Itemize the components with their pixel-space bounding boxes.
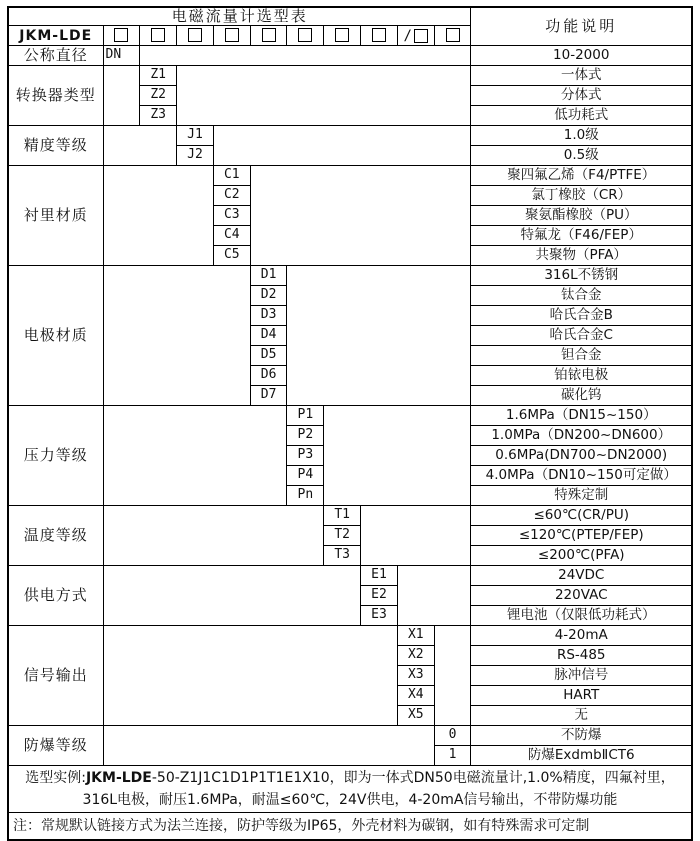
- code-cell: C1: [213, 166, 250, 186]
- code-cell: C2: [213, 186, 250, 206]
- checkbox-cell-d[interactable]: [250, 26, 287, 46]
- function-cell: 分体式: [471, 86, 692, 106]
- example-prefix: 选型实例:: [25, 769, 86, 786]
- code-cell: D3: [250, 306, 287, 326]
- category-power-supply: 供电方式: [8, 566, 103, 626]
- function-cell: 脉冲信号: [471, 666, 692, 686]
- function-cell: 不防爆: [471, 726, 692, 746]
- category-signal-output: 信号输出: [8, 626, 103, 726]
- code-cell: C4: [213, 226, 250, 246]
- function-cell: 0.6MPa(DN700~DN2000): [471, 446, 692, 466]
- example-text-line1: -50-Z1J1C1D1P1T1E1X10，即为一体式DN50电磁流量计,1.0%精度，四氟衬里，: [151, 769, 675, 786]
- checkbox-icon: [151, 28, 165, 42]
- model-prefix: JKM-LDE: [8, 26, 103, 46]
- empty-cell: [397, 566, 471, 626]
- empty-cell: [434, 626, 471, 726]
- code-cell: Z3: [140, 106, 177, 126]
- code-cell: C5: [213, 246, 250, 266]
- code-cell: Z1: [140, 66, 177, 86]
- function-cell: 碳化钨: [471, 386, 692, 406]
- function-cell: 10-2000: [471, 46, 692, 66]
- code-cell: Pn: [287, 486, 324, 506]
- function-cell: 钽合金: [471, 346, 692, 366]
- code-cell: P2: [287, 426, 324, 446]
- function-cell: 316L不锈钢: [471, 266, 692, 286]
- code-cell: DN: [103, 46, 140, 66]
- function-cell: 哈氏合金B: [471, 306, 692, 326]
- code-cell: D7: [250, 386, 287, 406]
- empty-cell: [103, 126, 177, 166]
- checkbox-cell-c[interactable]: [213, 26, 250, 46]
- category-accuracy: 精度等级: [8, 126, 103, 166]
- function-column-header: 功能说明: [471, 7, 692, 46]
- code-cell: T1: [324, 506, 361, 526]
- code-cell: D5: [250, 346, 287, 366]
- code-cell: J2: [177, 146, 214, 166]
- empty-cell: [103, 266, 250, 406]
- checkbox-cell-j[interactable]: [177, 26, 214, 46]
- function-cell: ≤60℃(CR/PU): [471, 506, 692, 526]
- checkbox-icon: [298, 28, 312, 42]
- function-cell: 哈氏合金C: [471, 326, 692, 346]
- function-cell: 共聚物（PFA）: [471, 246, 692, 266]
- code-cell: X2: [397, 646, 434, 666]
- code-cell: X1: [397, 626, 434, 646]
- empty-cell: [103, 66, 140, 126]
- checkbox-icon: [414, 29, 428, 43]
- code-cell: X4: [397, 686, 434, 706]
- function-cell: 聚四氟乙烯（F4/PTFE）: [471, 166, 692, 186]
- function-cell: 1.0级: [471, 126, 692, 146]
- checkbox-cell-fb[interactable]: [434, 26, 471, 46]
- category-diameter: 公称直径: [8, 46, 103, 66]
- empty-cell: [213, 126, 471, 166]
- function-cell: 锂电池（仅限低功耗式）: [471, 606, 692, 626]
- category-explosion-proof: 防爆等级: [8, 726, 103, 766]
- empty-cell: [103, 506, 324, 566]
- document-page: [0, 6, 700, 835]
- function-cell: 无: [471, 706, 692, 726]
- empty-cell: [103, 566, 361, 626]
- checkbox-cell-x[interactable]: [397, 26, 434, 46]
- code-cell: P3: [287, 446, 324, 466]
- function-cell: 钛合金: [471, 286, 692, 306]
- code-cell: E3: [361, 606, 398, 626]
- checkbox-icon: [446, 28, 460, 42]
- code-cell: D6: [250, 366, 287, 386]
- function-cell: ≤120℃(PTEP/FEP): [471, 526, 692, 546]
- code-cell: X3: [397, 666, 434, 686]
- code-cell: X5: [397, 706, 434, 726]
- checkbox-cell-z[interactable]: [140, 26, 177, 46]
- example-text-line2: 316L电极，耐压1.6MPa，耐温≤60℃，24V供电，4-20mA信号输出，不带防爆功能: [82, 792, 618, 809]
- function-cell: RS-485: [471, 646, 692, 666]
- empty-cell: [250, 166, 471, 266]
- empty-cell: [177, 66, 471, 126]
- code-cell: Z2: [140, 86, 177, 106]
- function-cell: 特氟龙（F46/FEP）: [471, 226, 692, 246]
- function-cell: 特殊定制: [471, 486, 692, 506]
- code-cell: C3: [213, 206, 250, 226]
- category-electrode-material: 电极材质: [8, 266, 103, 406]
- code-cell: 1: [434, 746, 471, 766]
- code-cell: E1: [361, 566, 398, 586]
- function-cell: 铂铱电极: [471, 366, 692, 386]
- checkbox-icon: [335, 28, 349, 42]
- slash-separator: /: [403, 27, 412, 44]
- category-lining-material: 衬里材质: [8, 166, 103, 266]
- selection-example: [8, 766, 692, 813]
- code-cell: D4: [250, 326, 287, 346]
- empty-cell: [103, 626, 397, 726]
- function-cell: 24VDC: [471, 566, 692, 586]
- checkbox-icon: [188, 28, 202, 42]
- empty-cell: [103, 726, 434, 766]
- function-cell: 220VAC: [471, 586, 692, 606]
- checkbox-icon: [262, 28, 276, 42]
- function-cell: HART: [471, 686, 692, 706]
- code-cell: P4: [287, 466, 324, 486]
- example-model-code: JKM-LDE: [85, 769, 152, 786]
- empty-cell: [361, 506, 471, 566]
- function-cell: 0.5级: [471, 146, 692, 166]
- code-cell: E2: [361, 586, 398, 606]
- category-temperature-rating: 温度等级: [8, 506, 103, 566]
- code-cell: D1: [250, 266, 287, 286]
- code-cell: T3: [324, 546, 361, 566]
- checkbox-cell-p[interactable]: [287, 26, 324, 46]
- note-row: 注：常规默认链接方式为法兰连接，防护等级为IP65，外壳材料为碳钢，如有特殊需求可定制: [8, 813, 692, 841]
- checkbox-icon: [372, 28, 386, 42]
- checkbox-cell-t[interactable]: [324, 26, 361, 46]
- function-cell: 一体式: [471, 66, 692, 86]
- empty-cell: [103, 406, 287, 506]
- function-cell: 4.0MPa（DN10~150可定做）: [471, 466, 692, 486]
- empty-cell: [103, 166, 213, 266]
- code-cell: J1: [177, 126, 214, 146]
- checkbox-icon: [114, 28, 128, 42]
- checkbox-icon: [225, 28, 239, 42]
- code-cell: P1: [287, 406, 324, 426]
- code-cell: D2: [250, 286, 287, 306]
- category-converter-type: 转换器类型: [8, 66, 103, 126]
- category-pressure-rating: 压力等级: [8, 406, 103, 506]
- function-cell: ≤200℃(PFA): [471, 546, 692, 566]
- table-title: 电磁流量计选型表: [8, 7, 471, 26]
- function-cell: 4-20mA: [471, 626, 692, 646]
- empty-cell: [287, 266, 471, 406]
- function-cell: 氯丁橡胶（CR）: [471, 186, 692, 206]
- code-cell: 0: [434, 726, 471, 746]
- function-cell: 防爆ExdmbⅡCT6: [471, 746, 692, 766]
- function-cell: 1.6MPa（DN15~150）: [471, 406, 692, 426]
- function-cell: 低功耗式: [471, 106, 692, 126]
- checkbox-cell-dn[interactable]: [103, 26, 140, 46]
- empty-cell: [140, 46, 471, 66]
- empty-cell: [324, 406, 471, 506]
- code-cell: T2: [324, 526, 361, 546]
- selection-table: [7, 6, 693, 841]
- function-cell: 聚氨酯橡胶（PU）: [471, 206, 692, 226]
- checkbox-cell-e[interactable]: [361, 26, 398, 46]
- function-cell: 1.0MPa（DN200~DN600）: [471, 426, 692, 446]
